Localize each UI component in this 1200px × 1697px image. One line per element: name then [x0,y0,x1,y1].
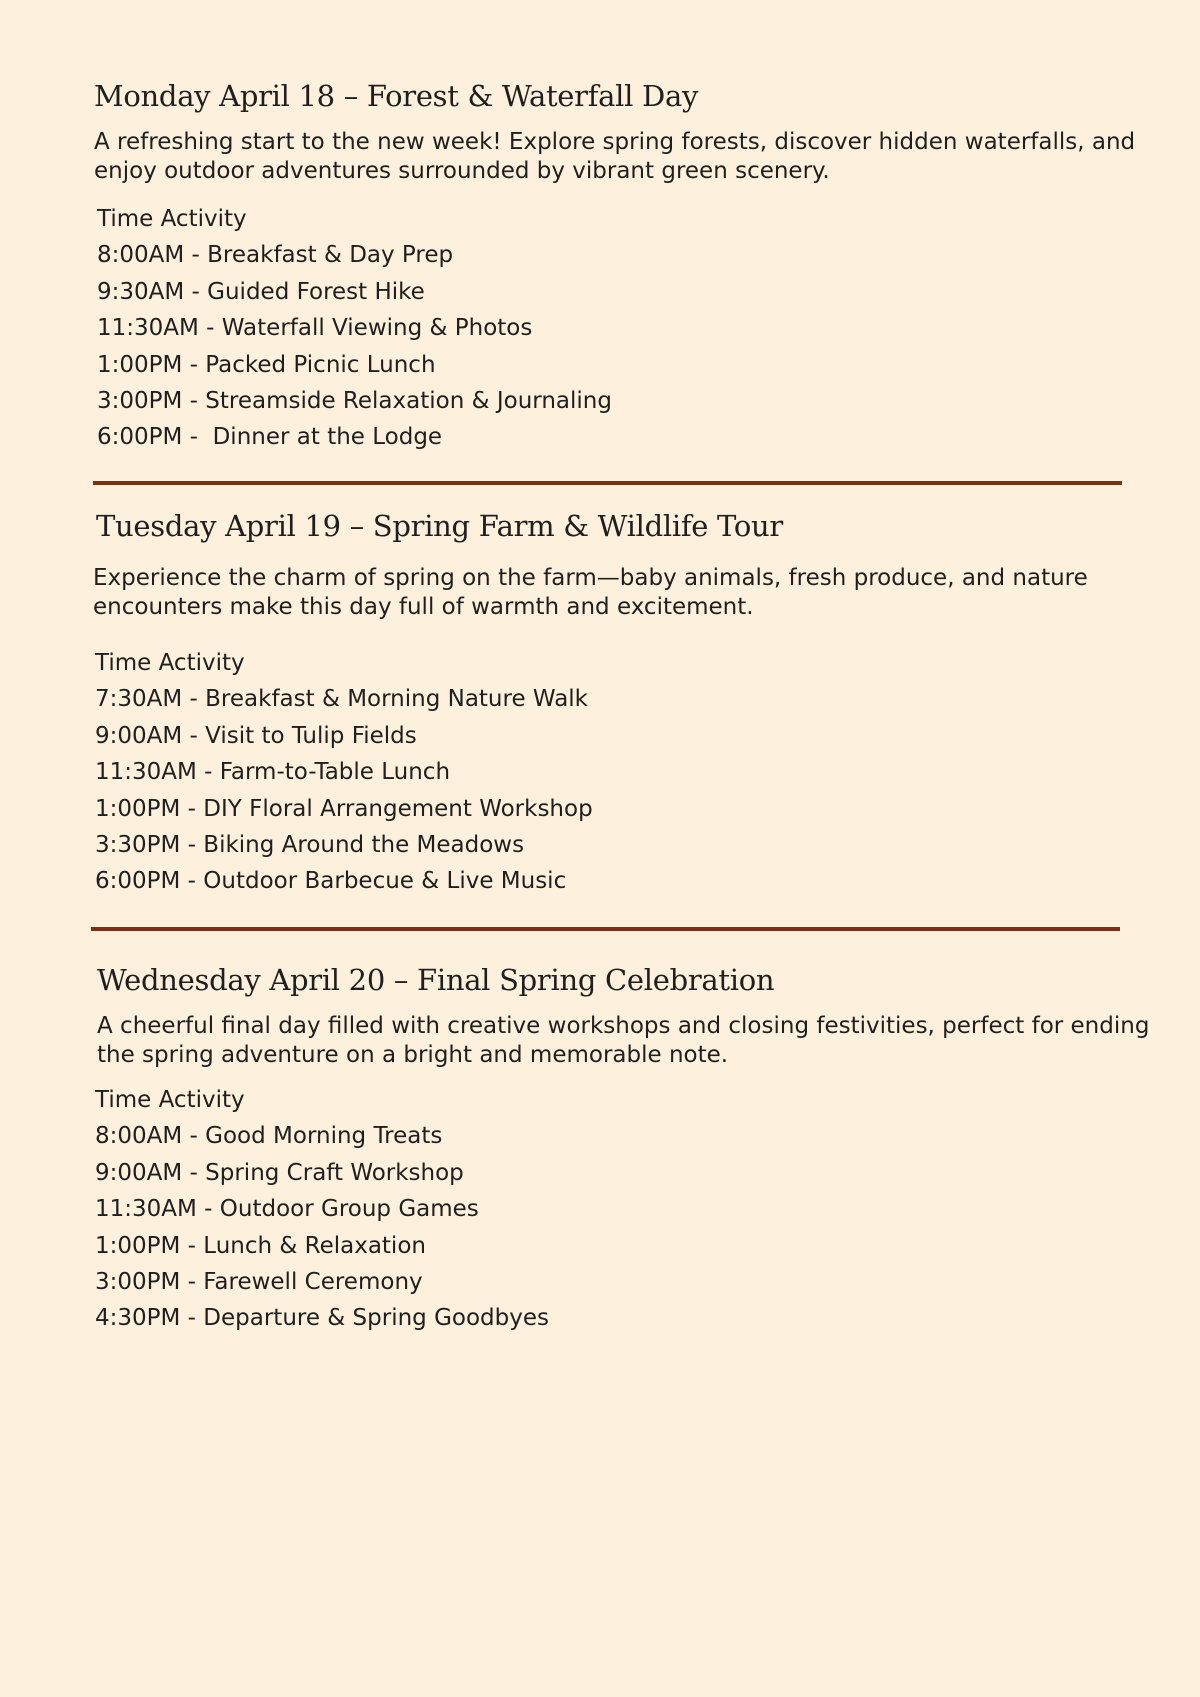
schedule-item: 1:00PM - Packed Picnic Lunch [97,351,436,378]
day-title: Monday April 18 – Forest & Waterfall Day [94,79,699,113]
schedule-list [95,645,593,900]
day-description: Experience the charm of spring on the farm—baby animals, fresh produce, and nature encounters make this day full of warmth and excitement. [93,565,1088,620]
schedule-item: 3:00PM - Farewell Ceremony [95,1268,423,1295]
schedule-item: 1:00PM - DIY Floral Arrangement Workshop [95,795,593,822]
schedule-header: Time Activity [95,1087,245,1113]
day-title: Wednesday April 20 – Final Spring Celebration [97,963,775,997]
schedule-item: 3:30PM - Biking Around the Meadows [95,831,525,858]
schedule-item: 9:00AM - Visit to Tulip Fields [95,722,417,749]
schedule-list [95,1082,549,1337]
section-divider [93,481,1122,485]
schedule-item: 9:00AM - Spring Craft Workshop [95,1159,464,1186]
schedule-item: 3:00PM - Streamside Relaxation & Journaling [97,387,612,414]
schedule-header: Time Activity [95,650,245,676]
schedule-item: 11:30AM - Farm-to-Table Lunch [95,759,451,786]
schedule-item: 7:30AM - Breakfast & Morning Nature Walk [95,686,588,713]
schedule-list [97,201,612,456]
section-divider [91,927,1120,931]
schedule-item: 8:00AM - Breakfast & Day Prep [97,242,454,269]
schedule-item: 6:00PM - Outdoor Barbecue & Live Music [95,868,567,895]
schedule-item: 11:30AM - Outdoor Group Games [95,1196,479,1223]
schedule-item: 8:00AM - Good Morning Treats [95,1123,443,1150]
schedule-item: 4:30PM - Departure & Spring Goodbyes [95,1305,549,1332]
day-title: Tuesday April 19 – Spring Farm & Wildlife Tour [96,509,783,543]
day-description: A cheerful final day filled with creative workshops and closing festivities, perfect for ending the spring adventure on a bright and memorable note. [97,1013,1150,1068]
schedule-item: 9:30AM - Guided Forest Hike [97,278,425,305]
schedule-item: 11:30AM - Waterfall Viewing & Photos [97,315,533,342]
day-description: A refreshing start to the new week! Explore spring forests, discover hidden waterfalls, and enjoy outdoor adventures surrounded by vibrant green scenery. [94,129,1136,184]
schedule-header: Time Activity [97,206,247,232]
schedule-item: 6:00PM - Dinner at the Lodge [97,424,443,451]
schedule-item: 1:00PM - Lunch & Relaxation [95,1232,426,1259]
